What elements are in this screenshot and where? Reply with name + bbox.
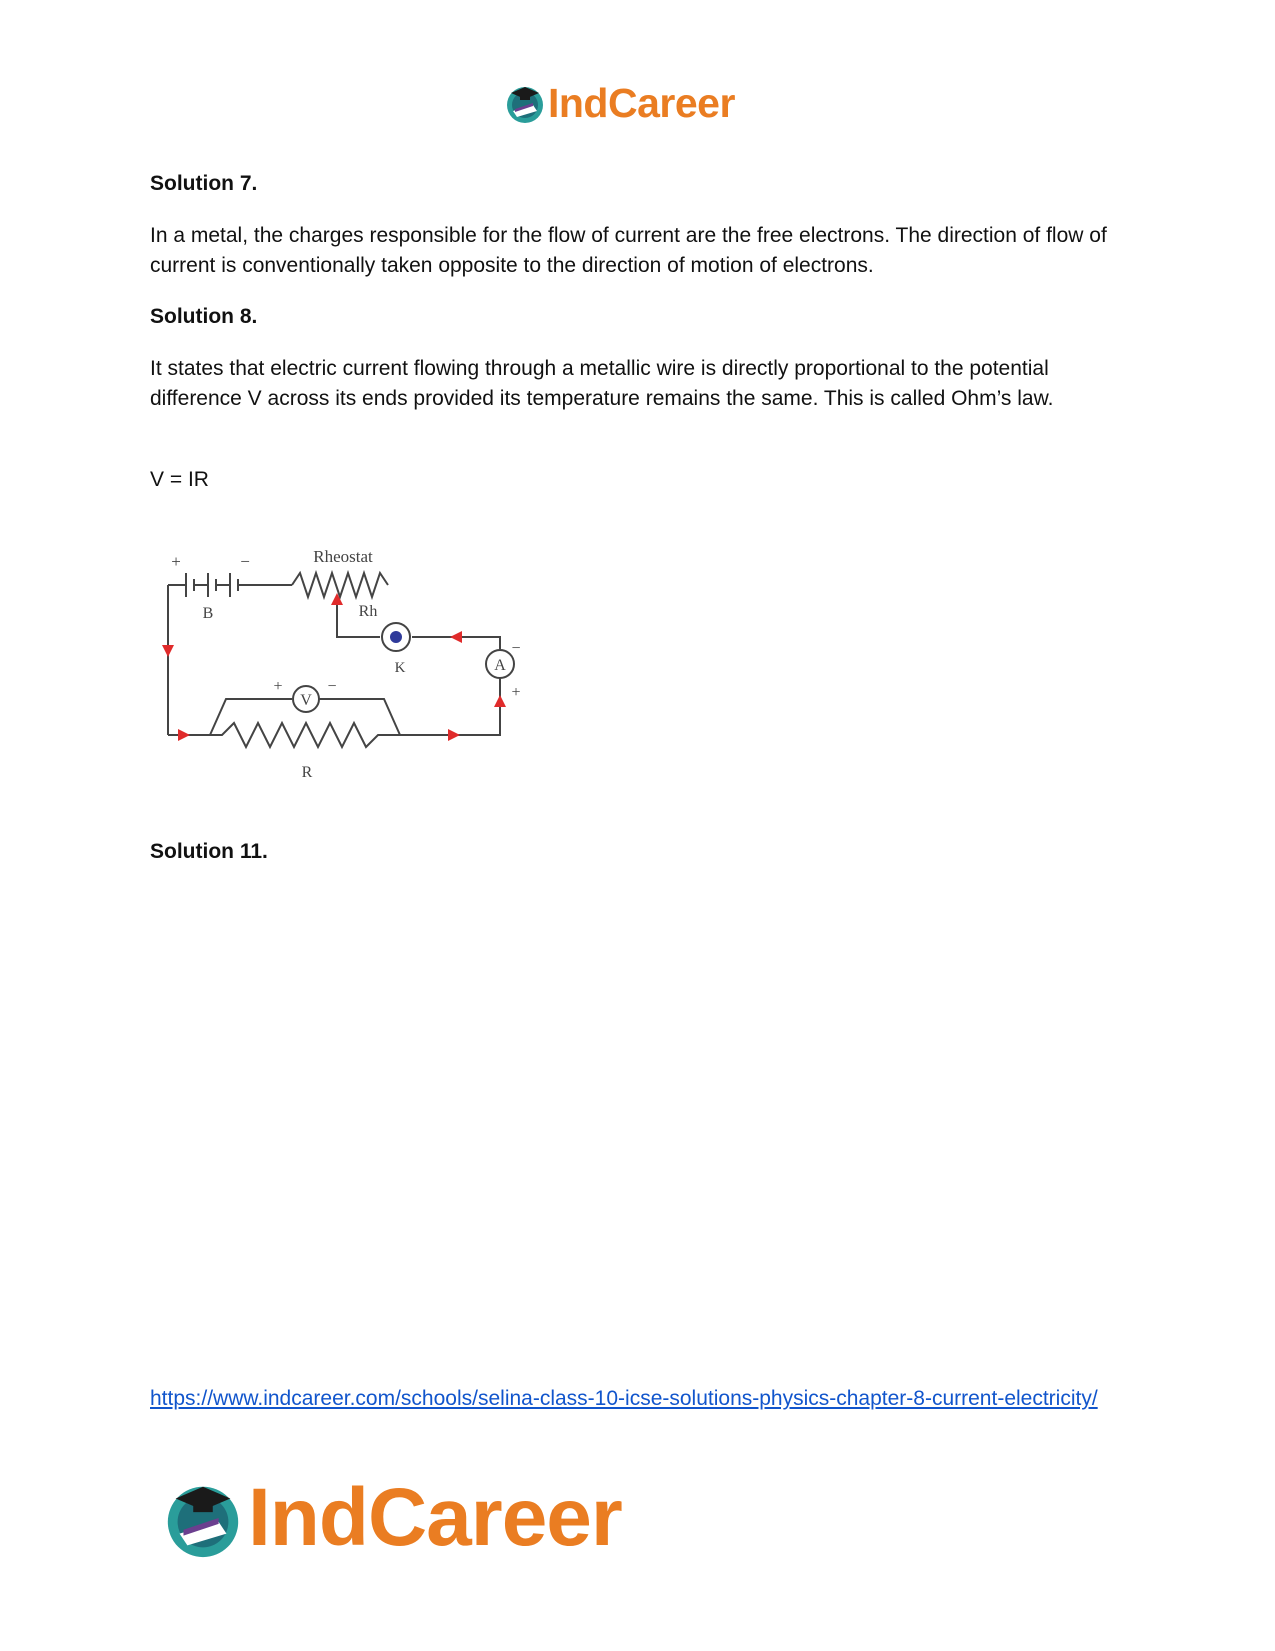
rheostat-zigzag xyxy=(292,573,388,597)
voltmeter-minus-label: − xyxy=(327,678,337,695)
battery-label: B xyxy=(202,605,214,622)
graduation-globe-icon xyxy=(160,1475,246,1561)
graduation-globe-icon xyxy=(503,81,547,125)
battery-minus-label: − xyxy=(240,552,250,571)
resistor-label: R xyxy=(301,764,313,781)
solution-7-paragraph: In a metal, the charges responsible for the flow of current are the free electrons. The direction of flow of current is conventionally taken opposite to the direction of motion of electrons. xyxy=(150,224,1107,277)
current-arrow-top-right xyxy=(450,631,462,643)
header-logo xyxy=(503,78,735,128)
ammeter-plus-label: + xyxy=(511,684,521,701)
ohms-law-formula: V = IR xyxy=(150,468,209,491)
battery-plus-label: + xyxy=(171,552,181,571)
resistor-zigzag xyxy=(210,723,400,747)
logo-wordmark: IndCareer xyxy=(248,1472,622,1563)
source-link[interactable]: https://www.indcareer.com/schools/selina-class-10-icse-solutions-physics-chapter-8-current-electricity/ xyxy=(150,1387,1098,1410)
current-arrow-bottom-left xyxy=(178,729,190,741)
rheostat-short-label: Rh xyxy=(358,603,378,620)
key-label: K xyxy=(394,660,406,676)
key-dot xyxy=(390,631,402,643)
circuit-wire-right xyxy=(400,678,500,735)
current-arrow-right-up xyxy=(494,695,506,707)
voltmeter-wire-right xyxy=(319,699,400,735)
voltmeter-plus-label: + xyxy=(273,678,283,695)
ammeter-minus-label: − xyxy=(511,640,521,657)
footer-logo xyxy=(160,1468,622,1568)
logo-wordmark: IndCareer xyxy=(548,79,735,126)
rheostat-label: Rheostat xyxy=(313,547,373,566)
voltmeter-label: V xyxy=(300,692,312,709)
ohms-law-circuit-diagram xyxy=(150,545,560,795)
current-arrow-bottom-right xyxy=(448,729,460,741)
solution-8-paragraph: It states that electric current flowing through a metallic wire is directly proportional to the potential difference V across its ends provided its temperature remains the same. This is called Ohm’s law. xyxy=(150,357,1054,410)
current-arrow-left-down xyxy=(162,645,174,657)
solution-11-heading: Solution 11. xyxy=(150,840,268,863)
ammeter-label: A xyxy=(494,657,506,674)
solution-7-heading: Solution 7. xyxy=(150,172,258,195)
solution-8-heading: Solution 8. xyxy=(150,305,258,328)
